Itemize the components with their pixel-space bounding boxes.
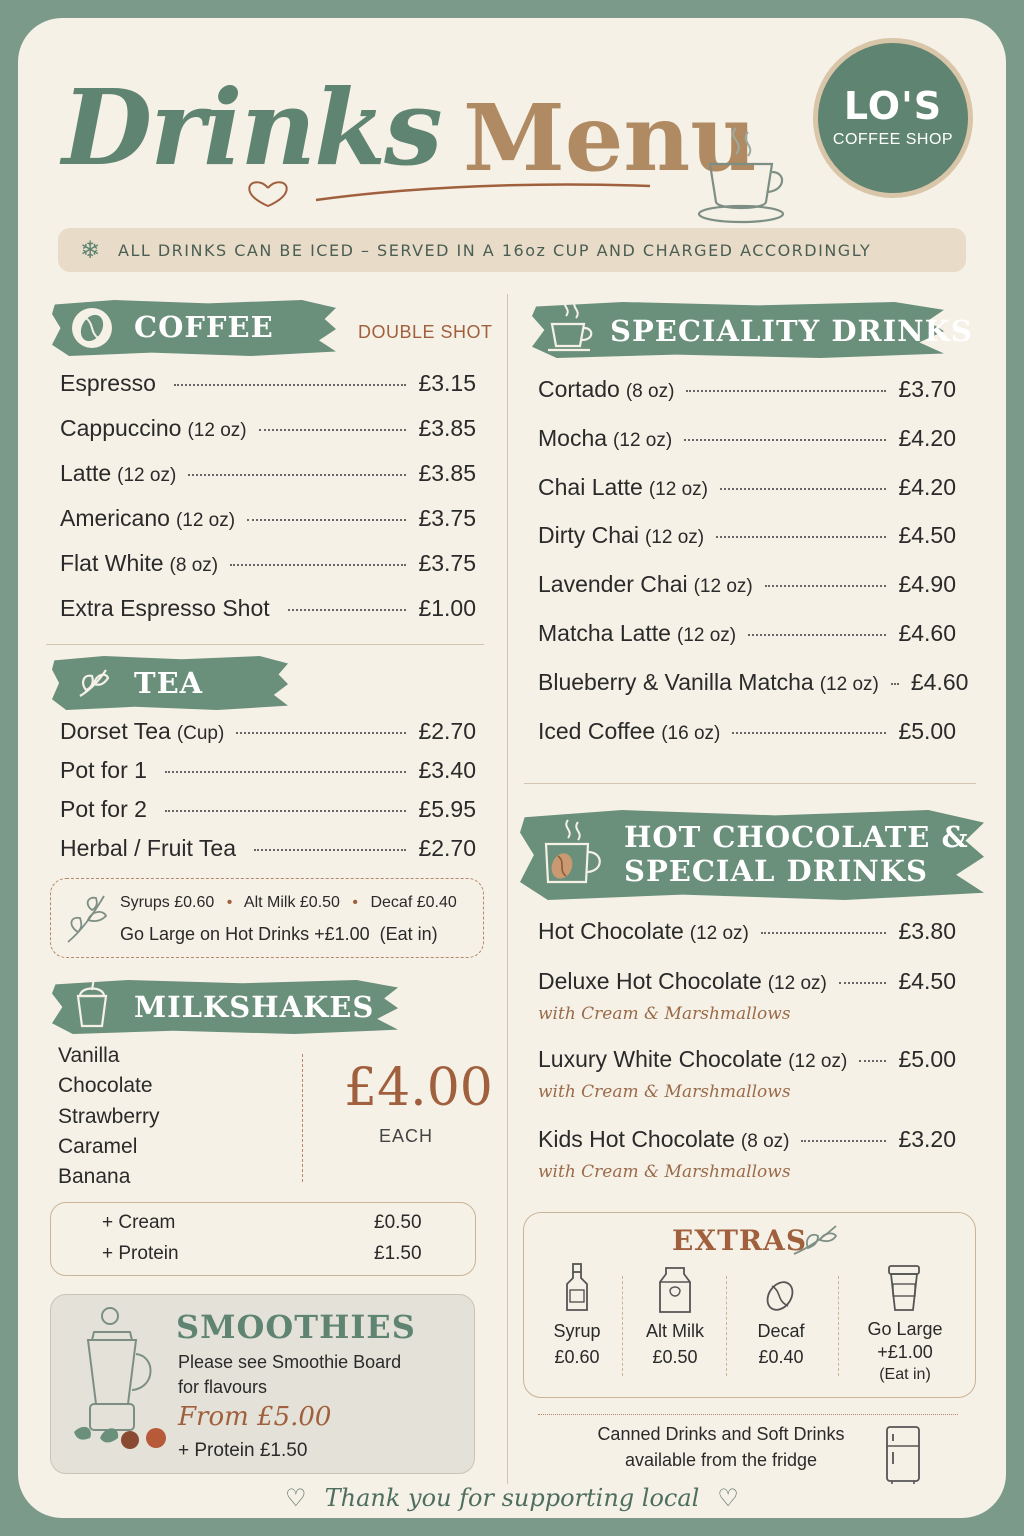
item-name: Matcha Latte [538, 620, 671, 646]
dot-leader [230, 564, 406, 566]
fridge-divider [538, 1414, 958, 1415]
item-size: (12 oz) [644, 527, 705, 549]
item-price: £4.50 [898, 968, 956, 994]
title-menu: Menu [463, 84, 758, 192]
item-size: (12 oz) [175, 510, 236, 531]
snowflake-icon: ❄ [80, 236, 102, 264]
dot-leader [765, 585, 887, 587]
menu-item-row [538, 1046, 956, 1073]
dot-leader [891, 683, 899, 685]
dot-leader [761, 932, 887, 934]
dot-leader [188, 474, 406, 476]
item-size: (12 oz) [613, 429, 673, 451]
alt-milk-price: Alt Milk £0.50 [243, 894, 340, 911]
item-size: (16 oz) [661, 722, 721, 744]
bullet-dot-icon: • [352, 894, 359, 911]
item-name: Americano [60, 505, 170, 531]
menu-item-row [60, 415, 476, 442]
milkshake-flavour: Strawberry [58, 1104, 160, 1128]
extra-note: (Eat in) [879, 1365, 931, 1383]
item-name: Dorset Tea [60, 718, 171, 744]
item-size: (Cup) [176, 723, 225, 744]
item-size: (12 oz) [767, 973, 827, 994]
menu-item-row [538, 376, 956, 403]
item-price: £3.75 [418, 550, 476, 576]
item-name: Luxury White Chocolate [538, 1046, 783, 1072]
item-size: (12 oz) [117, 465, 177, 486]
dot-leader [259, 429, 407, 431]
menu-item-row [538, 918, 956, 945]
milkshake-flavour: Caramel [58, 1134, 138, 1158]
menu-item-row [60, 370, 476, 397]
item-price: £4.50 [898, 522, 956, 549]
item-size: (12 oz) [689, 923, 749, 944]
item-size: (8 oz) [169, 555, 219, 576]
dot-leader [686, 390, 886, 392]
milkshake-cup-icon [72, 974, 112, 1030]
extra-price: £0.50 [652, 1347, 698, 1368]
iced-banner-text: ALL DRINKS CAN BE ICED – SERVED IN A 16oz CUP AND CHARGED ACCORDINGLY [118, 240, 872, 260]
item-price: £2.70 [418, 835, 476, 861]
dot-leader [174, 384, 407, 386]
extras-title: EXTRAS [672, 1224, 808, 1257]
menu-card [18, 18, 1006, 1518]
milkshake-flavour: Banana [58, 1165, 131, 1189]
iced-banner [58, 228, 966, 272]
menu-item-row [538, 718, 956, 745]
item-price: £4.90 [898, 571, 956, 598]
item-price: £3.80 [898, 918, 956, 944]
heart-icon: ♡ [717, 1484, 739, 1512]
menu-item-row [60, 460, 476, 487]
item-name: Herbal / Fruit Tea [60, 835, 236, 861]
column-divider [507, 294, 508, 1484]
addon-price: £1.50 [374, 1243, 422, 1264]
item-price: £1.00 [418, 595, 476, 621]
item-name: Lavender Chai [538, 571, 688, 598]
extra-price: £0.60 [554, 1347, 600, 1368]
speciality-divider [524, 783, 976, 784]
item-price: £4.20 [898, 473, 956, 500]
item-name: Chai Latte [538, 473, 643, 500]
fridge-note-line1: Canned Drinks and Soft Drinks [597, 1424, 845, 1444]
heart-icon: ♡ [285, 1484, 307, 1512]
dot-leader [288, 609, 407, 611]
menu-item-row [538, 474, 956, 501]
dot-leader [839, 982, 887, 984]
extra-price: +£1.00 [877, 1342, 933, 1363]
milkshake-divider [302, 1054, 303, 1182]
extra-alt-milk [630, 1318, 720, 1370]
double-shot-note: DOUBLE SHOT [358, 322, 493, 342]
item-price: £3.85 [418, 415, 476, 441]
smoothies-title: SMOOTHIES [176, 1308, 416, 1346]
smoothies-line2: for flavours [178, 1377, 268, 1397]
leaf-sprig-icon [62, 890, 112, 946]
dot-leader [732, 732, 886, 734]
fridge-icon [884, 1424, 922, 1486]
extras-separator [622, 1276, 623, 1376]
dot-leader [165, 771, 407, 773]
item-size: (12 oz) [693, 576, 753, 598]
item-size: (8 oz) [625, 381, 675, 402]
smoothies-protein: + Protein £1.50 [178, 1440, 308, 1461]
menu-item-row [538, 968, 956, 995]
coffee-divider [46, 644, 484, 645]
item-name: Iced Coffee [538, 717, 656, 744]
extras-separator [838, 1276, 839, 1376]
milkshake-each-label: EACH [379, 1126, 434, 1146]
item-price: £3.75 [418, 505, 476, 531]
item-size: (12 oz) [648, 478, 708, 500]
blender-icon [70, 1304, 170, 1460]
dot-leader [748, 634, 886, 636]
item-size: (12 oz) [676, 625, 737, 646]
milkshake-price: £4.00 [344, 1058, 493, 1118]
item-name: Dirty Chai [538, 522, 639, 549]
coffee-bean-icon [70, 306, 114, 350]
tea-leaf-icon [72, 662, 114, 704]
dot-leader [859, 1060, 886, 1062]
item-name: Espresso [60, 370, 156, 396]
dot-leader [801, 1140, 886, 1142]
tea-addons-line1 [120, 894, 457, 912]
item-name: Extra Espresso Shot [60, 595, 270, 621]
menu-item-row [538, 620, 956, 647]
item-name: Pot for 1 [60, 757, 147, 783]
menu-item-row [60, 835, 476, 862]
logo-main-text: LO'S [843, 84, 943, 128]
smoothies-line1: Please see Smoothie Board [178, 1352, 402, 1372]
menu-item-row [60, 550, 476, 577]
addon-price: £0.50 [374, 1212, 422, 1233]
item-price: £3.40 [418, 757, 476, 783]
extra-decaf [736, 1318, 826, 1370]
fridge-note-line2: available from the fridge [624, 1450, 818, 1470]
menu-item-row [538, 571, 956, 598]
tea-addons-line2: Go Large on Hot Drinks +£1.00 (Eat in) [120, 924, 438, 944]
item-price: £3.70 [898, 376, 956, 402]
item-price: £4.20 [898, 424, 956, 451]
heart-swoosh-icon [238, 168, 658, 218]
menu-item-row [538, 522, 956, 549]
dot-leader [720, 488, 886, 490]
item-subtitle: with Cream & Marshmallows [538, 1162, 791, 1182]
extras-separator [726, 1276, 727, 1376]
extra-name: Go Large [867, 1319, 943, 1339]
item-size: (12 oz) [819, 673, 879, 695]
item-size: (12 oz) [788, 1051, 848, 1072]
item-subtitle: with Cream & Marshmallows [538, 1082, 791, 1102]
bullet-dot-icon: • [226, 894, 233, 911]
coffee-bean-icon [762, 1278, 798, 1314]
item-price: £3.15 [418, 370, 476, 396]
dot-leader [236, 732, 406, 734]
item-name: Latte [60, 460, 112, 486]
item-price: £5.00 [898, 717, 956, 744]
item-price: £4.60 [910, 668, 969, 695]
speciality-title: SPECIALITY DRINKS [610, 314, 973, 348]
dot-leader [165, 810, 407, 812]
smoothies-from-price: From £5.00 [178, 1402, 332, 1432]
hot-chocolate-title-line2: SPECIAL DRINKS [624, 854, 928, 888]
item-name: Hot Chocolate [538, 918, 684, 944]
item-name: Blueberry & Vanilla Matcha [538, 668, 814, 695]
coffee-cup-icon [686, 118, 796, 228]
title-drinks: Drinks [62, 66, 441, 189]
syrups-price: Syrups £0.60 [120, 894, 215, 911]
menu-item-row [60, 595, 476, 622]
shop-logo [813, 38, 973, 198]
addon-name: + Cream [102, 1212, 176, 1233]
leaf-sprig-icon [790, 1222, 840, 1258]
item-name: Deluxe Hot Chocolate [538, 968, 762, 994]
menu-item-row [60, 796, 476, 823]
milkshakes-title: MILKSHAKES [134, 990, 375, 1024]
footer-thanks [18, 1484, 1006, 1512]
item-name: Mocha [538, 424, 608, 451]
dot-leader [254, 849, 406, 851]
item-price: £2.70 [418, 718, 476, 744]
tea-addons-box [50, 878, 484, 958]
dot-leader [247, 519, 406, 521]
item-price: £5.95 [418, 796, 476, 822]
milk-carton-icon [658, 1266, 692, 1314]
extra-go-large [850, 1318, 960, 1386]
cocoa-mug-icon [540, 816, 606, 888]
dot-leader [716, 536, 886, 538]
item-name: Cortado [538, 376, 620, 402]
coffee-title: COFFEE [134, 310, 274, 344]
extra-name: Alt Milk [646, 1321, 704, 1341]
decaf-price: Decaf £0.40 [370, 894, 457, 911]
tea-title: TEA [134, 666, 204, 700]
menu-item-row [538, 1126, 956, 1153]
menu-item-row [60, 505, 476, 532]
takeaway-cup-icon [886, 1262, 922, 1312]
item-price: £3.20 [898, 1126, 956, 1152]
menu-item-row [538, 425, 956, 452]
extra-price: £0.40 [758, 1347, 804, 1368]
item-name: Cappuccino [60, 415, 182, 441]
item-subtitle: with Cream & Marshmallows [538, 1004, 791, 1024]
logo-sub-text: COFFEE SHOP [832, 131, 954, 148]
footer-text: Thank you for supporting local [324, 1484, 700, 1512]
menu-item-row [60, 718, 476, 745]
milkshake-flavour: Vanilla [58, 1044, 120, 1067]
item-price: £4.60 [898, 620, 956, 646]
item-name: Flat White [60, 550, 164, 576]
item-name: Pot for 2 [60, 796, 147, 822]
hot-chocolate-title-line1: HOT CHOCOLATE & [624, 820, 969, 854]
item-size: (12 oz) [187, 420, 247, 441]
dot-leader [684, 439, 886, 441]
milkshake-flavour: Chocolate [58, 1074, 153, 1098]
menu-item-row [60, 757, 476, 784]
extra-name: Decaf [757, 1321, 805, 1341]
item-size: (8 oz) [740, 1131, 790, 1152]
item-price: £5.00 [898, 1046, 956, 1072]
item-price: £3.85 [418, 460, 476, 486]
extra-name: Syrup [553, 1321, 601, 1341]
syrup-bottle-icon [562, 1262, 592, 1314]
addon-name: + Protein [102, 1243, 179, 1264]
extra-syrup [538, 1318, 616, 1370]
hot-cup-icon [546, 294, 596, 356]
item-name: Kids Hot Chocolate [538, 1126, 735, 1152]
menu-item-row [538, 668, 969, 696]
